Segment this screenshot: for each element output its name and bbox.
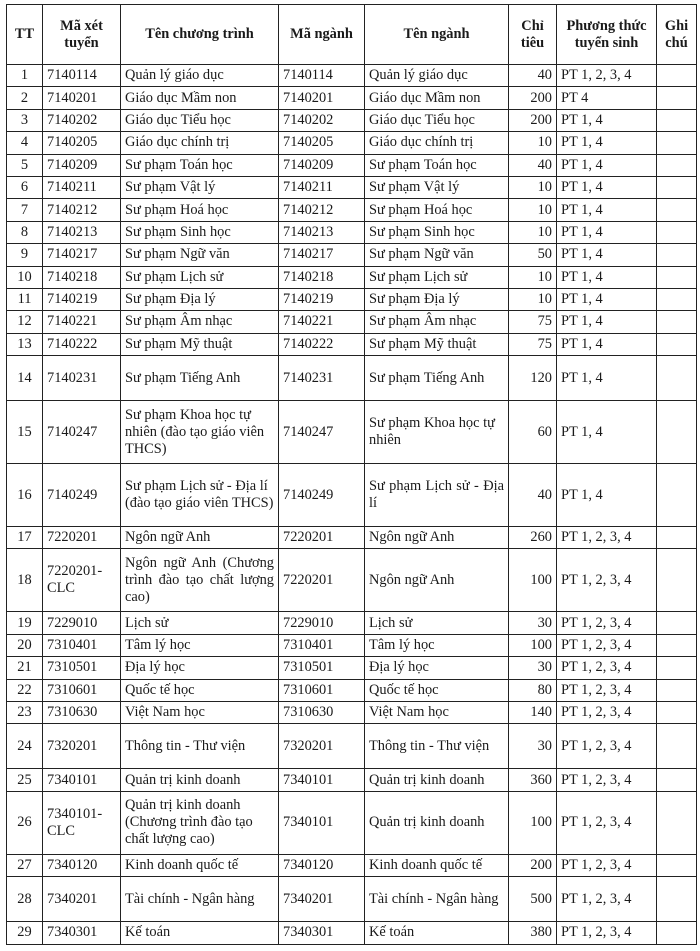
cell-phuong-thuc: PT 1, 2, 3, 4 bbox=[557, 922, 657, 944]
cell-chi-tieu: 40 bbox=[509, 464, 557, 527]
cell-ma-nganh: 7220201 bbox=[279, 527, 365, 549]
cell-phuong-thuc: PT 4 bbox=[557, 87, 657, 109]
cell-ghi-chu bbox=[657, 311, 697, 333]
cell-ma-xet-tuyen: 7340101 bbox=[43, 769, 121, 791]
cell-ma-xet-tuyen: 7310630 bbox=[43, 702, 121, 724]
cell-tt: 22 bbox=[7, 679, 43, 701]
cell-ma-nganh: 7140205 bbox=[279, 132, 365, 154]
table-row bbox=[7, 132, 697, 154]
table-row bbox=[7, 634, 697, 656]
cell-ten-nganh: Quốc tế học bbox=[365, 679, 509, 701]
cell-ma-xet-tuyen: 7140209 bbox=[43, 154, 121, 176]
cell-ten-chuong-trinh: Quốc tế học bbox=[121, 679, 279, 701]
table-row bbox=[7, 288, 697, 310]
cell-chi-tieu: 360 bbox=[509, 769, 557, 791]
cell-ten-chuong-trinh: Sư phạm Mỹ thuật bbox=[121, 333, 279, 355]
cell-tt: 3 bbox=[7, 109, 43, 131]
cell-phuong-thuc: PT 1, 2, 3, 4 bbox=[557, 612, 657, 634]
cell-phuong-thuc: PT 1, 4 bbox=[557, 221, 657, 243]
cell-ten-nganh: Sư phạm Địa lý bbox=[365, 288, 509, 310]
table-header bbox=[7, 5, 697, 65]
cell-ma-nganh: 7340301 bbox=[279, 922, 365, 944]
cell-phuong-thuc: PT 1, 4 bbox=[557, 244, 657, 266]
table-row bbox=[7, 922, 697, 944]
cell-ten-chuong-trinh: Thông tin - Thư viện bbox=[121, 724, 279, 769]
cell-chi-tieu: 380 bbox=[509, 922, 557, 944]
cell-ten-nganh: Giáo dục Mầm non bbox=[365, 87, 509, 109]
cell-ma-nganh: 7140201 bbox=[279, 87, 365, 109]
cell-ten-chuong-trinh: Tâm lý học bbox=[121, 634, 279, 656]
cell-ghi-chu bbox=[657, 527, 697, 549]
cell-ma-xet-tuyen: 7340120 bbox=[43, 854, 121, 876]
cell-tt: 25 bbox=[7, 769, 43, 791]
header-ghi-chu: Ghi chú bbox=[657, 5, 697, 65]
cell-ten-nganh: Ngôn ngữ Anh bbox=[365, 549, 509, 612]
cell-chi-tieu: 120 bbox=[509, 356, 557, 401]
cell-tt: 12 bbox=[7, 311, 43, 333]
cell-tt: 13 bbox=[7, 333, 43, 355]
cell-ghi-chu bbox=[657, 657, 697, 679]
cell-tt: 20 bbox=[7, 634, 43, 656]
cell-ma-nganh: 7140247 bbox=[279, 401, 365, 464]
cell-phuong-thuc: PT 1, 2, 3, 4 bbox=[557, 549, 657, 612]
cell-ma-nganh: 7140212 bbox=[279, 199, 365, 221]
cell-ghi-chu bbox=[657, 356, 697, 401]
header-ma-xet-tuyen: Mã xét tuyển bbox=[43, 5, 121, 65]
table-row bbox=[7, 244, 697, 266]
cell-tt: 14 bbox=[7, 356, 43, 401]
cell-tt: 1 bbox=[7, 65, 43, 87]
cell-ghi-chu bbox=[657, 401, 697, 464]
cell-tt: 8 bbox=[7, 221, 43, 243]
cell-phuong-thuc: PT 1, 2, 3, 4 bbox=[557, 527, 657, 549]
cell-phuong-thuc: PT 1, 2, 3, 4 bbox=[557, 724, 657, 769]
cell-ten-chuong-trinh: Sư phạm Tiếng Anh bbox=[121, 356, 279, 401]
cell-ten-nganh: Sư phạm Âm nhạc bbox=[365, 311, 509, 333]
cell-tt: 27 bbox=[7, 854, 43, 876]
cell-tt: 15 bbox=[7, 401, 43, 464]
cell-ten-nganh: Sư phạm Ngữ văn bbox=[365, 244, 509, 266]
cell-chi-tieu: 200 bbox=[509, 854, 557, 876]
cell-tt: 29 bbox=[7, 922, 43, 944]
cell-ma-nganh: 7140231 bbox=[279, 356, 365, 401]
table-row bbox=[7, 401, 697, 464]
cell-ma-xet-tuyen: 7140219 bbox=[43, 288, 121, 310]
cell-ten-chuong-trinh: Sư phạm Sinh học bbox=[121, 221, 279, 243]
cell-ghi-chu bbox=[657, 791, 697, 854]
cell-phuong-thuc: PT 1, 4 bbox=[557, 311, 657, 333]
cell-ma-nganh: 7140202 bbox=[279, 109, 365, 131]
table-row bbox=[7, 854, 697, 876]
cell-phuong-thuc: PT 1, 2, 3, 4 bbox=[557, 634, 657, 656]
cell-tt: 9 bbox=[7, 244, 43, 266]
cell-ten-nganh: Việt Nam học bbox=[365, 702, 509, 724]
cell-tt: 21 bbox=[7, 657, 43, 679]
cell-ghi-chu bbox=[657, 679, 697, 701]
header-ten-nganh: Tên ngành bbox=[365, 5, 509, 65]
cell-ma-nganh: 7310401 bbox=[279, 634, 365, 656]
cell-ten-chuong-trinh: Sư phạm Lịch sử bbox=[121, 266, 279, 288]
cell-phuong-thuc: PT 1, 4 bbox=[557, 176, 657, 198]
cell-ma-nganh: 7310601 bbox=[279, 679, 365, 701]
table-row bbox=[7, 65, 697, 87]
table-body bbox=[7, 65, 697, 945]
table-row bbox=[7, 333, 697, 355]
cell-ghi-chu bbox=[657, 922, 697, 944]
cell-chi-tieu: 50 bbox=[509, 244, 557, 266]
cell-ten-chuong-trinh: Sư phạm Âm nhạc bbox=[121, 311, 279, 333]
cell-tt: 23 bbox=[7, 702, 43, 724]
cell-ten-nganh: Quản trị kinh doanh bbox=[365, 791, 509, 854]
cell-ma-nganh: 7140222 bbox=[279, 333, 365, 355]
cell-ma-nganh: 7140249 bbox=[279, 464, 365, 527]
table-row bbox=[7, 199, 697, 221]
cell-ten-nganh: Sư phạm Sinh học bbox=[365, 221, 509, 243]
cell-chi-tieu: 100 bbox=[509, 549, 557, 612]
cell-ghi-chu bbox=[657, 877, 697, 922]
table-row bbox=[7, 154, 697, 176]
cell-phuong-thuc: PT 1, 4 bbox=[557, 199, 657, 221]
cell-ten-chuong-trinh: Địa lý học bbox=[121, 657, 279, 679]
cell-ghi-chu bbox=[657, 288, 697, 310]
cell-ten-nganh: Sư phạm Mỹ thuật bbox=[365, 333, 509, 355]
cell-chi-tieu: 10 bbox=[509, 132, 557, 154]
cell-ten-chuong-trinh: Lịch sử bbox=[121, 612, 279, 634]
cell-ma-xet-tuyen: 7140247 bbox=[43, 401, 121, 464]
cell-ten-nganh: Giáo dục chính trị bbox=[365, 132, 509, 154]
cell-ghi-chu bbox=[657, 244, 697, 266]
table-row bbox=[7, 657, 697, 679]
cell-ghi-chu bbox=[657, 199, 697, 221]
cell-ma-xet-tuyen: 7220201-CLC bbox=[43, 549, 121, 612]
cell-ma-nganh: 7140217 bbox=[279, 244, 365, 266]
cell-ma-nganh: 7340201 bbox=[279, 877, 365, 922]
cell-ma-nganh: 7310630 bbox=[279, 702, 365, 724]
cell-ma-xet-tuyen: 7310501 bbox=[43, 657, 121, 679]
cell-ten-chuong-trinh: Việt Nam học bbox=[121, 702, 279, 724]
table-row bbox=[7, 266, 697, 288]
cell-ten-chuong-trinh: Tài chính - Ngân hàng bbox=[121, 877, 279, 922]
cell-tt: 4 bbox=[7, 132, 43, 154]
header-chi-tieu: Chỉ tiêu bbox=[509, 5, 557, 65]
cell-ten-nganh: Giáo dục Tiểu học bbox=[365, 109, 509, 131]
cell-ma-nganh: 7140218 bbox=[279, 266, 365, 288]
table-row bbox=[7, 769, 697, 791]
cell-ma-xet-tuyen: 7140201 bbox=[43, 87, 121, 109]
table-row bbox=[7, 87, 697, 109]
cell-chi-tieu: 10 bbox=[509, 176, 557, 198]
cell-phuong-thuc: PT 1, 2, 3, 4 bbox=[557, 877, 657, 922]
cell-ma-nganh: 7320201 bbox=[279, 724, 365, 769]
cell-phuong-thuc: PT 1, 2, 3, 4 bbox=[557, 702, 657, 724]
cell-ma-nganh: 7310501 bbox=[279, 657, 365, 679]
cell-ghi-chu bbox=[657, 176, 697, 198]
cell-ma-xet-tuyen: 7140222 bbox=[43, 333, 121, 355]
cell-chi-tieu: 40 bbox=[509, 154, 557, 176]
cell-ma-xet-tuyen: 7140202 bbox=[43, 109, 121, 131]
cell-phuong-thuc: PT 1, 2, 3, 4 bbox=[557, 769, 657, 791]
cell-chi-tieu: 10 bbox=[509, 221, 557, 243]
cell-ten-chuong-trinh: Giáo dục Mầm non bbox=[121, 87, 279, 109]
cell-tt: 26 bbox=[7, 791, 43, 854]
cell-ghi-chu bbox=[657, 266, 697, 288]
cell-ten-nganh: Quản lý giáo dục bbox=[365, 65, 509, 87]
cell-ghi-chu bbox=[657, 769, 697, 791]
cell-chi-tieu: 40 bbox=[509, 65, 557, 87]
table-row bbox=[7, 702, 697, 724]
table-row bbox=[7, 549, 697, 612]
cell-ten-chuong-trinh: Quản trị kinh doanh bbox=[121, 769, 279, 791]
cell-tt: 24 bbox=[7, 724, 43, 769]
cell-phuong-thuc: PT 1, 4 bbox=[557, 401, 657, 464]
cell-ghi-chu bbox=[657, 154, 697, 176]
cell-tt: 5 bbox=[7, 154, 43, 176]
cell-tt: 2 bbox=[7, 87, 43, 109]
cell-ten-nganh: Sư phạm Toán học bbox=[365, 154, 509, 176]
cell-ma-xet-tuyen: 7310601 bbox=[43, 679, 121, 701]
cell-chi-tieu: 75 bbox=[509, 333, 557, 355]
cell-chi-tieu: 140 bbox=[509, 702, 557, 724]
cell-ten-chuong-trinh: Kế toán bbox=[121, 922, 279, 944]
cell-ten-chuong-trinh: Sư phạm Khoa học tự nhiên (đào tạo giáo viên THCS) bbox=[121, 401, 279, 464]
cell-ten-nganh: Sư phạm Khoa học tự nhiên bbox=[365, 401, 509, 464]
header-tt: TT bbox=[7, 5, 43, 65]
cell-tt: 16 bbox=[7, 464, 43, 527]
cell-chi-tieu: 500 bbox=[509, 877, 557, 922]
cell-ghi-chu bbox=[657, 464, 697, 527]
table-row bbox=[7, 109, 697, 131]
cell-ten-chuong-trinh: Sư phạm Vật lý bbox=[121, 176, 279, 198]
cell-chi-tieu: 80 bbox=[509, 679, 557, 701]
cell-ghi-chu bbox=[657, 702, 697, 724]
cell-tt: 19 bbox=[7, 612, 43, 634]
cell-phuong-thuc: PT 1, 4 bbox=[557, 154, 657, 176]
cell-ten-nganh: Kế toán bbox=[365, 922, 509, 944]
cell-ten-chuong-trinh: Quản lý giáo dục bbox=[121, 65, 279, 87]
cell-phuong-thuc: PT 1, 2, 3, 4 bbox=[557, 854, 657, 876]
cell-ma-xet-tuyen: 7220201 bbox=[43, 527, 121, 549]
cell-phuong-thuc: PT 1, 4 bbox=[557, 109, 657, 131]
cell-ten-chuong-trinh: Sư phạm Toán học bbox=[121, 154, 279, 176]
cell-ma-xet-tuyen: 7140211 bbox=[43, 176, 121, 198]
cell-ghi-chu bbox=[657, 549, 697, 612]
cell-ghi-chu bbox=[657, 612, 697, 634]
cell-ten-chuong-trinh: Sư phạm Địa lý bbox=[121, 288, 279, 310]
cell-ma-xet-tuyen: 7340101-CLC bbox=[43, 791, 121, 854]
cell-ghi-chu bbox=[657, 132, 697, 154]
cell-ghi-chu bbox=[657, 724, 697, 769]
cell-ten-nganh: Thông tin - Thư viện bbox=[365, 724, 509, 769]
cell-ten-chuong-trinh: Sư phạm Hoá học bbox=[121, 199, 279, 221]
table-row bbox=[7, 791, 697, 854]
cell-phuong-thuc: PT 1, 2, 3, 4 bbox=[557, 65, 657, 87]
cell-ghi-chu bbox=[657, 634, 697, 656]
cell-ten-chuong-trinh: Sư phạm Ngữ văn bbox=[121, 244, 279, 266]
cell-chi-tieu: 30 bbox=[509, 612, 557, 634]
cell-ten-nganh: Sư phạm Lịch sử - Địa lí bbox=[365, 464, 509, 527]
cell-chi-tieu: 60 bbox=[509, 401, 557, 464]
cell-chi-tieu: 100 bbox=[509, 634, 557, 656]
cell-ma-xet-tuyen: 7140221 bbox=[43, 311, 121, 333]
cell-ghi-chu bbox=[657, 87, 697, 109]
cell-ten-chuong-trinh: Kinh doanh quốc tế bbox=[121, 854, 279, 876]
table-row bbox=[7, 311, 697, 333]
cell-ma-xet-tuyen: 7140217 bbox=[43, 244, 121, 266]
header-ma-nganh: Mã ngành bbox=[279, 5, 365, 65]
cell-ten-nganh: Địa lý học bbox=[365, 657, 509, 679]
cell-chi-tieu: 75 bbox=[509, 311, 557, 333]
cell-ma-xet-tuyen: 7140231 bbox=[43, 356, 121, 401]
cell-phuong-thuc: PT 1, 4 bbox=[557, 132, 657, 154]
cell-ma-xet-tuyen: 7310401 bbox=[43, 634, 121, 656]
cell-chi-tieu: 100 bbox=[509, 791, 557, 854]
cell-tt: 6 bbox=[7, 176, 43, 198]
cell-chi-tieu: 260 bbox=[509, 527, 557, 549]
cell-ten-nganh: Ngôn ngữ Anh bbox=[365, 527, 509, 549]
cell-ghi-chu bbox=[657, 221, 697, 243]
cell-ten-nganh: Kinh doanh quốc tế bbox=[365, 854, 509, 876]
admissions-table bbox=[6, 4, 697, 945]
cell-phuong-thuc: PT 1, 2, 3, 4 bbox=[557, 657, 657, 679]
cell-ma-xet-tuyen: 7140212 bbox=[43, 199, 121, 221]
cell-ma-nganh: 7140209 bbox=[279, 154, 365, 176]
cell-ten-chuong-trinh: Quản trị kinh doanh (Chương trình đào tạo chất lượng cao) bbox=[121, 791, 279, 854]
cell-ten-nganh: Sư phạm Lịch sử bbox=[365, 266, 509, 288]
cell-chi-tieu: 30 bbox=[509, 657, 557, 679]
cell-ten-nganh: Lịch sử bbox=[365, 612, 509, 634]
cell-chi-tieu: 10 bbox=[509, 266, 557, 288]
table-row bbox=[7, 356, 697, 401]
table-row bbox=[7, 221, 697, 243]
admissions-table-container bbox=[6, 4, 697, 945]
table-row bbox=[7, 176, 697, 198]
cell-tt: 17 bbox=[7, 527, 43, 549]
cell-ma-xet-tuyen: 7320201 bbox=[43, 724, 121, 769]
cell-ma-nganh: 7220201 bbox=[279, 549, 365, 612]
cell-ghi-chu bbox=[657, 109, 697, 131]
table-row bbox=[7, 612, 697, 634]
cell-ghi-chu bbox=[657, 854, 697, 876]
cell-ten-nganh: Sư phạm Tiếng Anh bbox=[365, 356, 509, 401]
cell-phuong-thuc: PT 1, 4 bbox=[557, 266, 657, 288]
cell-tt: 7 bbox=[7, 199, 43, 221]
cell-ma-xet-tuyen: 7340301 bbox=[43, 922, 121, 944]
cell-tt: 28 bbox=[7, 877, 43, 922]
table-row bbox=[7, 877, 697, 922]
cell-ten-nganh: Sư phạm Vật lý bbox=[365, 176, 509, 198]
cell-ghi-chu bbox=[657, 65, 697, 87]
cell-phuong-thuc: PT 1, 4 bbox=[557, 356, 657, 401]
header-row bbox=[7, 5, 697, 65]
cell-ten-chuong-trinh: Ngôn ngữ Anh (Chương trình đào tạo chất lượng cao) bbox=[121, 549, 279, 612]
cell-chi-tieu: 30 bbox=[509, 724, 557, 769]
table-row bbox=[7, 464, 697, 527]
cell-ten-chuong-trinh: Giáo dục chính trị bbox=[121, 132, 279, 154]
cell-tt: 10 bbox=[7, 266, 43, 288]
table-row bbox=[7, 724, 697, 769]
cell-tt: 18 bbox=[7, 549, 43, 612]
cell-ma-xet-tuyen: 7340201 bbox=[43, 877, 121, 922]
cell-ten-nganh: Sư phạm Hoá học bbox=[365, 199, 509, 221]
cell-ten-nganh: Quản trị kinh doanh bbox=[365, 769, 509, 791]
cell-phuong-thuc: PT 1, 4 bbox=[557, 464, 657, 527]
table-row bbox=[7, 679, 697, 701]
table-row bbox=[7, 527, 697, 549]
cell-ma-nganh: 7229010 bbox=[279, 612, 365, 634]
cell-ma-nganh: 7340120 bbox=[279, 854, 365, 876]
cell-ghi-chu bbox=[657, 333, 697, 355]
cell-phuong-thuc: PT 1, 2, 3, 4 bbox=[557, 679, 657, 701]
cell-ma-xet-tuyen: 7229010 bbox=[43, 612, 121, 634]
cell-phuong-thuc: PT 1, 4 bbox=[557, 288, 657, 310]
cell-phuong-thuc: PT 1, 4 bbox=[557, 333, 657, 355]
cell-ten-chuong-trinh: Ngôn ngữ Anh bbox=[121, 527, 279, 549]
cell-tt: 11 bbox=[7, 288, 43, 310]
cell-phuong-thuc: PT 1, 2, 3, 4 bbox=[557, 791, 657, 854]
cell-chi-tieu: 10 bbox=[509, 199, 557, 221]
cell-chi-tieu: 200 bbox=[509, 87, 557, 109]
cell-ten-nganh: Tâm lý học bbox=[365, 634, 509, 656]
cell-ma-nganh: 7140219 bbox=[279, 288, 365, 310]
cell-ten-nganh: Tài chính - Ngân hàng bbox=[365, 877, 509, 922]
cell-ma-xet-tuyen: 7140114 bbox=[43, 65, 121, 87]
header-phuong-thuc: Phương thức tuyển sinh bbox=[557, 5, 657, 65]
cell-ma-nganh: 7140114 bbox=[279, 65, 365, 87]
cell-ma-nganh: 7140221 bbox=[279, 311, 365, 333]
cell-chi-tieu: 200 bbox=[509, 109, 557, 131]
header-ten-chuong-trinh: Tên chương trình bbox=[121, 5, 279, 65]
cell-chi-tieu: 10 bbox=[509, 288, 557, 310]
cell-ma-xet-tuyen: 7140205 bbox=[43, 132, 121, 154]
cell-ma-nganh: 7140213 bbox=[279, 221, 365, 243]
cell-ma-nganh: 7140211 bbox=[279, 176, 365, 198]
cell-ma-nganh: 7340101 bbox=[279, 769, 365, 791]
cell-ma-nganh: 7340101 bbox=[279, 791, 365, 854]
cell-ten-chuong-trinh: Giáo dục Tiểu học bbox=[121, 109, 279, 131]
cell-ma-xet-tuyen: 7140213 bbox=[43, 221, 121, 243]
cell-ten-chuong-trinh: Sư phạm Lịch sử - Địa lí (đào tạo giáo viên THCS) bbox=[121, 464, 279, 527]
cell-ma-xet-tuyen: 7140249 bbox=[43, 464, 121, 527]
cell-ma-xet-tuyen: 7140218 bbox=[43, 266, 121, 288]
